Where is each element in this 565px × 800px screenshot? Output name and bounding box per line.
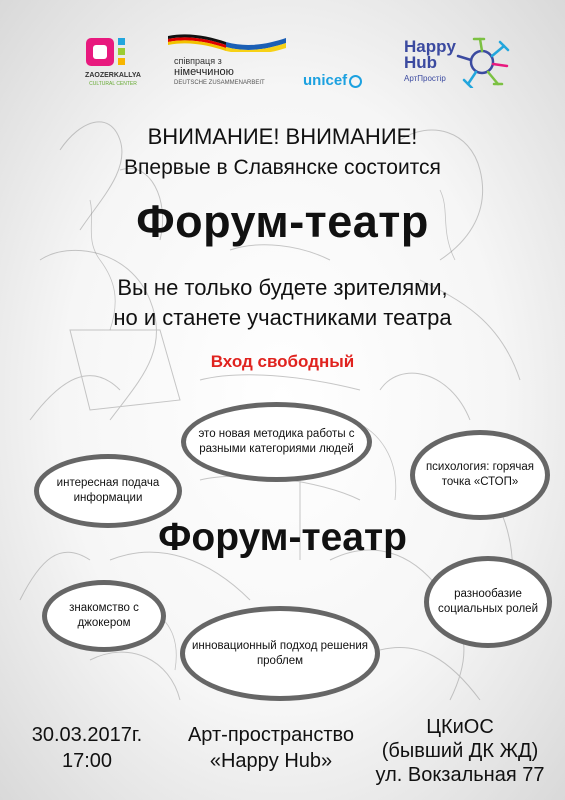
feature-bubble: [181, 402, 372, 482]
zaozerkallya-logo-mark: [86, 38, 114, 66]
globe-icon: [349, 75, 362, 88]
feature-bubble-text: интересная подача информации: [56, 477, 160, 504]
subtitle-line2: но и станете участниками театра: [113, 305, 452, 330]
giz-line1: співпраця з: [174, 56, 222, 66]
logo-dot: [118, 38, 125, 45]
feature-bubble: [410, 430, 550, 520]
feature-bubble-text: психология: горячая точка «СТОП»: [425, 461, 535, 488]
zaozerkallya-name: ZAOZERKALLYA: [85, 72, 141, 79]
zaozerkallya-logo: [78, 34, 148, 92]
logo-dot: [118, 48, 125, 55]
feature-bubble: [424, 556, 552, 648]
happy-hub-sub: АртПростір: [404, 74, 446, 83]
event-time: 17:00: [61, 750, 113, 772]
zaozerkallya-sub: CULTURAL CENTER: [89, 81, 137, 87]
feature-bubble-text: знакомство с джокером: [69, 602, 139, 629]
happy-hub-line2: Hub: [404, 53, 438, 72]
address-line3: ул. Вокзальная 77: [375, 764, 545, 786]
feature-bubble-text: это новая методика работы с разными категориями людей: [198, 428, 355, 455]
feature-bubble-text: инновационный подход решения проблем: [191, 639, 369, 667]
happy-hub-logo: [398, 36, 510, 92]
logo-dot: [118, 58, 125, 65]
giz-line3: DEUTSCHE ZUSAMMENARBEIT: [174, 80, 265, 86]
center-title: Форум-театр: [158, 516, 407, 559]
feature-bubble: [42, 580, 166, 652]
event-date: 30.03.2017г.: [31, 724, 143, 746]
feature-bubble-text: разнообазие социальных ролей: [437, 588, 538, 615]
feature-bubble: [180, 606, 380, 701]
venue-line2: «Happy Hub»: [209, 750, 333, 772]
subtitle-line1: Вы не только будете зрителями,: [117, 275, 448, 300]
unicef-logo: [303, 72, 362, 89]
unicef-text: unicef: [303, 72, 348, 89]
page-title: Форум-театр: [136, 196, 429, 247]
giz-logo: [166, 28, 288, 88]
address-line1: ЦКиОС: [426, 716, 494, 738]
first-time-line: Впервые в Славянске состоится: [124, 156, 441, 179]
free-entry: Вход свободный: [210, 352, 355, 371]
venue-line1: Арт-пространство: [187, 724, 355, 746]
network-icon: [454, 36, 510, 88]
giz-line2: німеччиною: [174, 66, 234, 78]
germany-ukraine-flag-icon: [168, 34, 286, 52]
attention-line: ВНИМАНИЕ! ВНИМАНИЕ!: [147, 124, 418, 149]
happy-hub-line1: Happy: [404, 37, 456, 56]
address-line2: (бывший ДК ЖД): [381, 740, 539, 762]
